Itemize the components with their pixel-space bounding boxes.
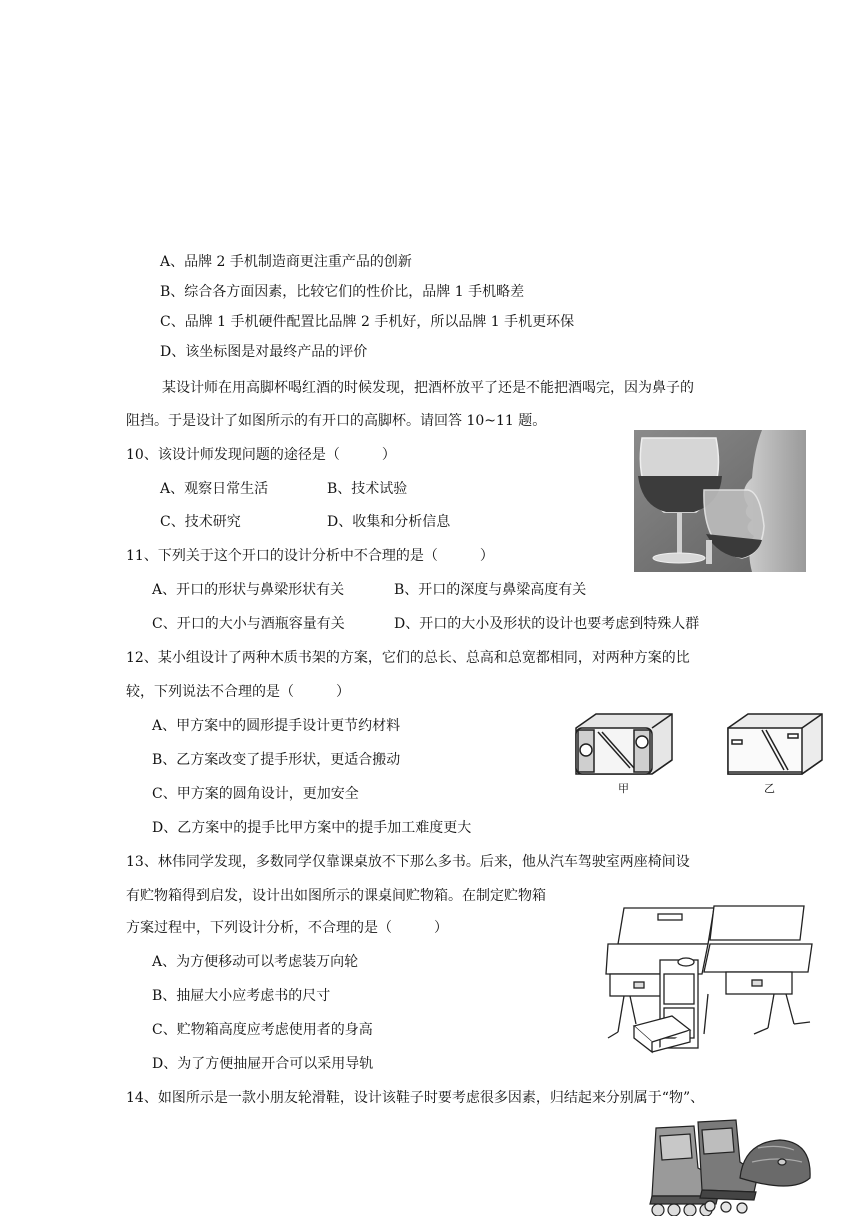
q12-option-b: B、乙方案改变了提手形状，更适合搬动 <box>152 752 401 768</box>
q10-option-d: D、收集和分析信息 <box>327 514 451 530</box>
q9-option-b: B、综合各方面因素，比较它们的性价比，品牌 1 手机略差 <box>160 284 525 300</box>
q11-option-d: D、开口的大小及形状的设计也要考虑到特殊人群 <box>394 616 700 632</box>
roller-skates-photo <box>632 1118 812 1216</box>
q13-option-d: D、为了方便抽屉开合可以采用导轨 <box>152 1056 374 1072</box>
q11-option-b: B、开口的深度与鼻梁高度有关 <box>394 582 587 598</box>
q13-option-b: B、抽屉大小应考虑书的尺寸 <box>152 988 331 1004</box>
q9-option-c: C、品牌 1 手机硬件配置比品牌 2 手机好，所以品牌 1 手机更环保 <box>160 314 575 330</box>
q9-option-d: D、该坐标图是对最终产品的评价 <box>160 344 368 360</box>
bookshelf-plan-jia-figure <box>570 712 680 800</box>
wine-glass-photo <box>634 430 806 572</box>
q10-stem: 10、该设计师发现问题的途径是（ ） <box>126 447 396 463</box>
q10-option-b: B、技术试验 <box>327 481 408 497</box>
q13-option-c: C、贮物箱高度应考虑使用者的身高 <box>152 1022 373 1038</box>
q9-option-a: A、品牌 2 手机制造商更注重产品的创新 <box>160 254 412 270</box>
q11-stem: 11、下列关于这个开口的设计分析中不合理的是（ ） <box>126 548 494 564</box>
label-yi: 乙 <box>764 782 775 795</box>
q13-stem-line-1: 13、林伟同学发现，多数同学仅靠课桌放不下那么多书。后来，他从汽车驾驶室两座椅间设 <box>126 854 690 870</box>
q12-option-c: C、甲方案的圆角设计，更加安全 <box>152 786 359 802</box>
q11-option-c: C、开口的大小与酒瓶容量有关 <box>152 616 345 632</box>
intro-line-1: 某设计师在用高脚杯喝红酒的时候发现，把酒杯放平了还是不能把酒喝完，因为鼻子的 <box>162 380 694 396</box>
bookshelf-plan-yi-figure <box>718 712 830 800</box>
q12-option-d: D、乙方案中的提手比甲方案中的提手加工难度更大 <box>152 820 472 836</box>
q10-option-c: C、技术研究 <box>160 514 241 530</box>
q13-option-a: A、为方便移动可以考虑装万向轮 <box>152 954 359 970</box>
q12-stem-line-1: 12、某小组设计了两种木质书架的方案，它们的总长、总高和总宽都相同，对两种方案的比 <box>126 650 690 666</box>
q11-option-a: A、开口的形状与鼻梁形状有关 <box>152 582 345 598</box>
q13-stem-line-2: 有贮物箱得到启发，设计出如图所示的课桌间贮物箱。在制定贮物箱 <box>126 888 546 904</box>
desk-storage-box-figure <box>604 904 818 1054</box>
q12-stem-line-2: 较，下列说法不合理的是（ ） <box>126 684 350 700</box>
q12-option-a: A、甲方案中的圆形提手设计更节约材料 <box>152 718 401 734</box>
q10-option-a: A、观察日常生活 <box>160 481 269 497</box>
q13-stem-line-3: 方案过程中，下列设计分析，不合理的是（ ） <box>126 920 448 936</box>
q14-stem-line-1: 14、如图所示是一款小朋友轮滑鞋，设计该鞋子时要考虑很多因素，归结起来分别属于“物”、 <box>126 1090 705 1106</box>
label-jia: 甲 <box>618 782 629 795</box>
intro-line-2: 阻挡。于是设计了如图所示的有开口的高脚杯。请回答 10~11 题。 <box>126 413 547 429</box>
